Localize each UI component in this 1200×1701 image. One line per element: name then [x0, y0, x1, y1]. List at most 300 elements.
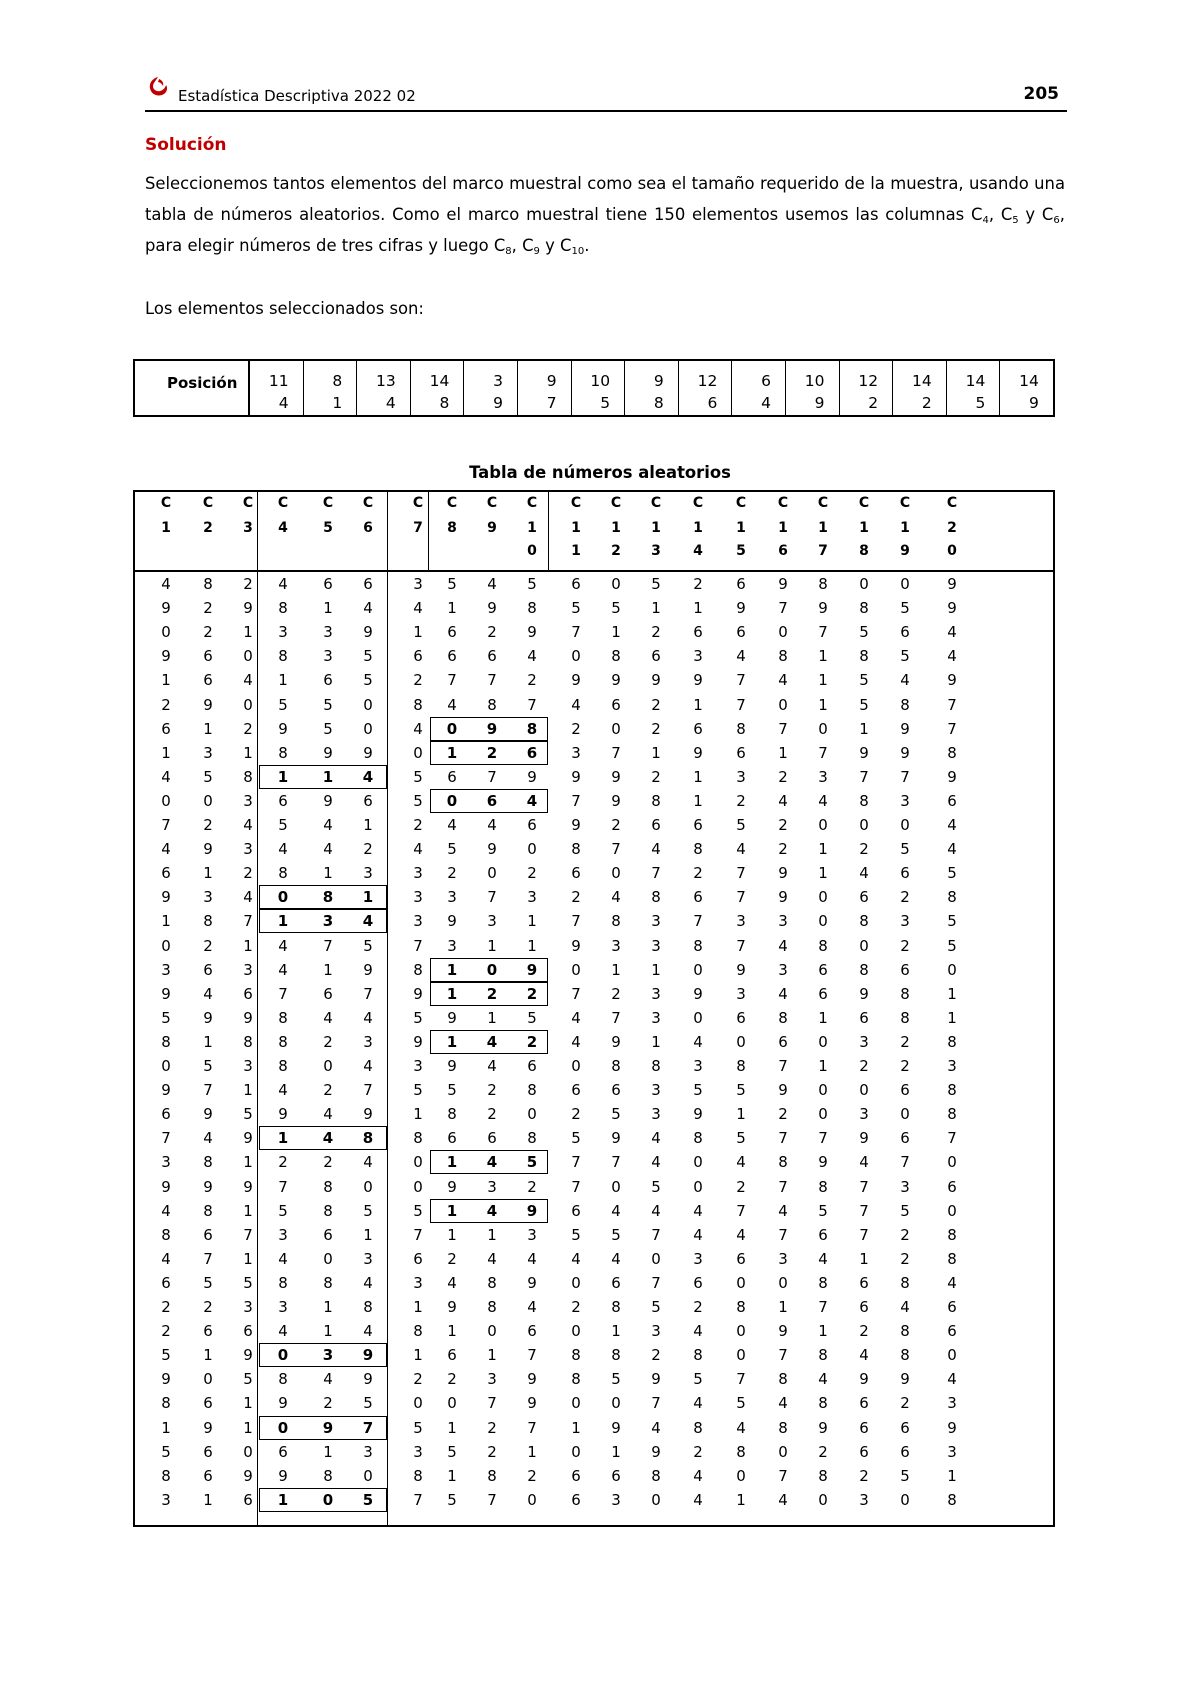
random-digit: 4 — [947, 816, 957, 834]
column-header-line: 1 — [571, 543, 581, 559]
random-digit: 4 — [278, 840, 288, 859]
column-header — [675, 492, 721, 570]
random-digit: 0 — [413, 1177, 423, 1196]
random-digit: 4 — [203, 1129, 213, 1148]
random-digit: 1 — [818, 647, 828, 666]
random-digit: 2 — [487, 1081, 497, 1100]
random-digit: 4 — [900, 671, 910, 690]
table-row — [135, 909, 1053, 933]
random-digit: 8 — [947, 1105, 957, 1124]
random-digit: 3 — [363, 1249, 373, 1268]
random-digit: 3 — [736, 984, 746, 1003]
random-digit: 7 — [651, 1394, 661, 1413]
random-digit: 5 — [413, 1418, 423, 1437]
random-digit: 5 — [278, 1201, 288, 1220]
random-digit: 9 — [527, 767, 537, 786]
position-value-line: 10 — [804, 372, 825, 390]
random-digit: 4 — [947, 840, 957, 859]
random-digit: 6 — [693, 816, 703, 834]
random-digit: 9 — [693, 984, 703, 1003]
random-digit: 0 — [363, 1466, 373, 1485]
random-digit: 0 — [363, 1177, 373, 1196]
column-header-line: 1 — [693, 520, 703, 536]
table-row — [135, 1006, 1053, 1030]
random-digit: 0 — [947, 1346, 957, 1365]
position-value-line: 11 — [268, 372, 289, 390]
random-digit: 6 — [736, 575, 746, 593]
random-digit: 6 — [203, 1394, 213, 1413]
random-digit: 8 — [859, 599, 869, 618]
random-digit: 8 — [947, 1490, 957, 1509]
random-digit: 9 — [611, 1418, 621, 1437]
random-digit: 0 — [277, 888, 289, 907]
random-digit: 0 — [818, 1081, 828, 1100]
random-digit: 6 — [859, 1273, 869, 1292]
random-digit: 0 — [203, 1370, 213, 1389]
column-header-line: C — [362, 495, 374, 511]
random-digit: 6 — [323, 984, 333, 1003]
random-digit: 6 — [859, 1298, 869, 1316]
random-digit: 3 — [363, 864, 373, 883]
random-digit: 4 — [161, 1201, 171, 1220]
random-digit: 4 — [818, 1370, 828, 1389]
position-header: Posición — [135, 361, 250, 415]
random-digit: 8 — [818, 1394, 828, 1413]
random-digit: 9 — [611, 1032, 621, 1051]
random-digit: 3 — [413, 575, 423, 593]
random-digit: 6 — [278, 1442, 288, 1461]
random-digit: 5 — [947, 912, 957, 931]
random-digit: 6 — [736, 743, 746, 762]
random-digit: 0 — [859, 936, 869, 955]
table-row — [135, 1126, 1053, 1150]
random-digit: 6 — [203, 960, 213, 979]
random-digit: 0 — [693, 960, 703, 979]
table-row — [135, 1054, 1053, 1078]
random-digit: 8 — [487, 1298, 497, 1316]
column-header-line: C — [202, 495, 214, 511]
random-digit: 3 — [161, 960, 171, 979]
random-digit: 8 — [818, 936, 828, 955]
random-digit: 6 — [487, 1129, 497, 1148]
random-digit: 1 — [323, 960, 333, 979]
random-digit: 4 — [447, 1273, 457, 1292]
random-digit: 9 — [203, 840, 213, 859]
random-digit: 3 — [323, 623, 333, 642]
position-value-line: 8 — [439, 394, 450, 412]
random-digit: 3 — [693, 1249, 703, 1268]
position-value-line: 8 — [332, 372, 343, 390]
position-table — [133, 359, 1055, 417]
random-digit: 6 — [900, 960, 910, 979]
random-digit: 4 — [486, 1153, 498, 1172]
random-digit: 9 — [487, 840, 497, 859]
random-digit: 1 — [323, 1298, 333, 1316]
random-digit: 1 — [203, 719, 213, 738]
random-table-caption: Tabla de números aleatorios — [469, 463, 731, 482]
random-digit: 7 — [778, 1346, 788, 1365]
random-digit: 5 — [413, 1201, 423, 1220]
table-row — [135, 1391, 1053, 1415]
position-cell — [357, 361, 411, 415]
random-digit: 3 — [447, 888, 457, 907]
random-digit: 4 — [363, 1153, 373, 1172]
random-digit: 4 — [363, 1322, 373, 1341]
random-digit: 4 — [278, 936, 288, 955]
random-digit: 4 — [161, 1249, 171, 1268]
random-digit: 5 — [571, 1129, 581, 1148]
random-digit: 4 — [947, 623, 957, 642]
random-digit: 3 — [736, 767, 746, 786]
random-digit: 9 — [818, 599, 828, 618]
random-digit: 3 — [203, 743, 213, 762]
random-digit: 1 — [447, 1225, 457, 1244]
random-digit: 2 — [527, 1466, 537, 1485]
random-digit: 6 — [487, 647, 497, 666]
random-digit: 9 — [651, 671, 661, 690]
table-row — [135, 1030, 1053, 1054]
random-digit: 7 — [278, 1177, 288, 1196]
random-digit: 8 — [736, 1057, 746, 1075]
position-value-line: 1 — [332, 394, 343, 412]
position-cell — [250, 361, 304, 415]
random-digit: 5 — [363, 671, 373, 690]
random-digit: 7 — [651, 864, 661, 883]
random-digit: 6 — [900, 1129, 910, 1148]
random-digit: 8 — [278, 599, 288, 618]
column-header-line: 1 — [161, 520, 171, 536]
table-row — [135, 813, 1053, 837]
random-digit: 6 — [859, 1418, 869, 1437]
random-digit: 4 — [736, 1225, 746, 1244]
random-digit: 9 — [571, 936, 581, 955]
random-digit: 6 — [818, 984, 828, 1003]
random-digit: 6 — [161, 1105, 171, 1124]
column-header-line: 8 — [447, 520, 457, 536]
random-digit: 4 — [693, 1466, 703, 1485]
random-digit: 5 — [161, 1008, 171, 1027]
random-digit: 9 — [571, 671, 581, 690]
random-digit: 3 — [651, 936, 661, 955]
random-digit: 6 — [203, 647, 213, 666]
random-digit: 3 — [363, 1032, 373, 1051]
random-digit: 8 — [413, 1129, 423, 1148]
random-digit: 0 — [859, 575, 869, 593]
column-header-line: C — [817, 495, 829, 511]
random-digit: 4 — [947, 1273, 957, 1292]
random-digit: 1 — [363, 1225, 373, 1244]
random-digit: 9 — [736, 960, 746, 979]
random-digit: 3 — [413, 912, 423, 931]
random-digit: 0 — [487, 1322, 497, 1341]
position-value-line: 6 — [761, 372, 771, 390]
random-digit: 0 — [571, 647, 581, 666]
random-digit: 2 — [413, 1370, 423, 1389]
random-digit: 2 — [413, 671, 423, 690]
random-digit: 8 — [778, 1008, 788, 1027]
random-digit: 2 — [651, 1346, 661, 1365]
random-digit: 7 — [818, 743, 828, 762]
random-digit: 6 — [203, 671, 213, 690]
table-row — [135, 789, 1053, 813]
random-digit: 0 — [736, 1322, 746, 1341]
random-digit: 9 — [362, 1346, 374, 1365]
random-digit: 7 — [527, 695, 537, 714]
random-digit: 4 — [243, 888, 253, 907]
random-digit: 9 — [323, 791, 333, 810]
random-digit: 9 — [278, 719, 288, 738]
random-digit: 2 — [778, 816, 788, 834]
random-digit: 8 — [278, 864, 288, 883]
random-digit: 5 — [413, 1008, 423, 1027]
table-row — [135, 861, 1053, 885]
random-digit: 8 — [571, 1346, 581, 1365]
random-digit: 2 — [323, 1394, 333, 1413]
table-row — [135, 1199, 1053, 1223]
random-digit: 4 — [363, 1008, 373, 1027]
random-digit: 4 — [486, 1032, 498, 1051]
random-digit: 2 — [693, 575, 703, 593]
column-header-line: C — [777, 495, 789, 511]
random-digit: 8 — [413, 1466, 423, 1485]
random-digit: 8 — [651, 888, 661, 907]
random-digit: 1 — [203, 864, 213, 883]
random-digit: 1 — [243, 623, 253, 642]
random-digit: 0 — [818, 816, 828, 834]
random-digit: 1 — [161, 743, 171, 762]
random-digit: 8 — [611, 647, 621, 666]
column-header-line: 3 — [243, 520, 253, 536]
random-digit: 6 — [900, 1081, 910, 1100]
table-row — [135, 1319, 1053, 1343]
random-digit: 1 — [413, 1105, 423, 1124]
random-digit: 4 — [778, 1490, 788, 1509]
random-digit: 5 — [736, 816, 746, 834]
random-digit: 5 — [900, 1201, 910, 1220]
random-digit: 0 — [818, 1032, 828, 1051]
random-digit: 2 — [651, 623, 661, 642]
random-digit: 6 — [693, 623, 703, 642]
random-digit: 1 — [693, 767, 703, 786]
random-digit: 3 — [571, 743, 581, 762]
random-digit: 3 — [363, 1442, 373, 1461]
random-digit: 9 — [900, 743, 910, 762]
column-header-line: C — [610, 495, 622, 511]
random-digit: 3 — [900, 791, 910, 810]
random-digit: 5 — [736, 1394, 746, 1413]
random-digit: 8 — [693, 1346, 703, 1365]
random-digit: 3 — [161, 1490, 171, 1509]
position-value-line: 12 — [697, 372, 718, 390]
random-digit: 1 — [693, 695, 703, 714]
random-digit: 2 — [611, 984, 621, 1003]
random-digit: 9 — [161, 647, 171, 666]
random-digit: 7 — [487, 671, 497, 690]
random-digit: 0 — [527, 1490, 537, 1509]
random-digit: 2 — [323, 1081, 333, 1100]
random-digit: 7 — [947, 1129, 957, 1148]
random-digit: 3 — [413, 1273, 423, 1292]
random-digit: 2 — [571, 888, 581, 907]
random-digit: 2 — [693, 1298, 703, 1316]
random-digit: 0 — [900, 816, 910, 834]
random-digit: 9 — [611, 1129, 621, 1148]
random-digit: 2 — [900, 936, 910, 955]
table-row — [135, 1175, 1053, 1199]
random-digit: 0 — [161, 936, 171, 955]
random-digit: 8 — [362, 1129, 374, 1148]
random-digit: 2 — [486, 743, 498, 762]
random-digit: 8 — [736, 1442, 746, 1461]
random-digit: 2 — [203, 623, 213, 642]
random-digit: 3 — [947, 1057, 957, 1075]
random-digit: 1 — [446, 743, 458, 762]
random-digit: 7 — [736, 1370, 746, 1389]
position-value-line: 14 — [911, 372, 932, 390]
random-digit: 2 — [571, 1298, 581, 1316]
random-digit: 9 — [363, 623, 373, 642]
random-digit: 3 — [322, 912, 334, 931]
random-digit: 7 — [947, 695, 957, 714]
random-digit: 5 — [818, 1201, 828, 1220]
random-digit: 4 — [527, 1298, 537, 1316]
column-header-line: 4 — [278, 520, 288, 536]
random-digit: 8 — [900, 695, 910, 714]
random-digit: 7 — [818, 1298, 828, 1316]
random-digit: 0 — [413, 1153, 423, 1172]
random-digit: 9 — [778, 864, 788, 883]
random-digit: 2 — [323, 1032, 333, 1051]
random-digit: 5 — [651, 1298, 661, 1316]
random-digit: 1 — [447, 599, 457, 618]
random-digit: 8 — [611, 1298, 621, 1316]
random-numbers-table — [133, 490, 1055, 1527]
random-digit: 1 — [818, 1057, 828, 1075]
random-digit: 6 — [571, 1490, 581, 1509]
random-digit: 8 — [947, 888, 957, 907]
random-digit: 7 — [487, 1490, 497, 1509]
random-digit: 3 — [651, 1322, 661, 1341]
random-digit: 9 — [203, 695, 213, 714]
random-digit: 9 — [243, 1008, 253, 1027]
random-digit: 3 — [778, 912, 788, 931]
random-digit: 5 — [447, 1442, 457, 1461]
random-digit: 4 — [693, 1490, 703, 1509]
random-digit: 3 — [323, 647, 333, 666]
column-header-line: 6 — [778, 543, 788, 559]
random-digit: 4 — [362, 767, 374, 786]
random-digit: 2 — [611, 816, 621, 834]
random-digit: 7 — [900, 1153, 910, 1172]
random-digit: 1 — [323, 1322, 333, 1341]
random-digit: 5 — [323, 719, 333, 738]
column-header-line: 1 — [818, 520, 828, 536]
random-digit: 0 — [611, 575, 621, 593]
random-digit: 4 — [363, 599, 373, 618]
column-header-line: C — [946, 495, 958, 511]
random-digit: 4 — [947, 647, 957, 666]
random-digit: 9 — [203, 1418, 213, 1437]
random-digit: 5 — [571, 599, 581, 618]
random-digit: 6 — [203, 1225, 213, 1244]
random-digit: 6 — [243, 1322, 253, 1341]
random-digit: 3 — [243, 791, 253, 810]
random-digit: 2 — [900, 1057, 910, 1075]
random-digit: 8 — [322, 888, 334, 907]
random-digit: 6 — [243, 984, 253, 1003]
random-digit: 1 — [447, 1322, 457, 1341]
position-cell — [572, 361, 626, 415]
random-digit: 7 — [161, 816, 171, 834]
random-digit: 7 — [778, 1466, 788, 1485]
random-digit: 2 — [161, 1322, 171, 1341]
random-digit: 7 — [527, 1346, 537, 1365]
random-digit: 0 — [243, 1442, 253, 1461]
random-digit: 9 — [859, 743, 869, 762]
random-digit: 1 — [243, 1081, 253, 1100]
random-digit: 1 — [859, 719, 869, 738]
random-digit: 4 — [778, 984, 788, 1003]
column-header-line: C — [899, 495, 911, 511]
position-value-line: 10 — [590, 372, 611, 390]
random-digit: 9 — [611, 767, 621, 786]
random-digit: 4 — [362, 912, 374, 931]
random-digit: 7 — [693, 912, 703, 931]
random-digit: 8 — [736, 1298, 746, 1316]
random-digit: 2 — [203, 936, 213, 955]
random-digit: 0 — [322, 1490, 334, 1509]
random-digit: 8 — [818, 575, 828, 593]
random-digit: 8 — [243, 1032, 253, 1051]
random-digit: 5 — [447, 1490, 457, 1509]
random-digit: 8 — [859, 791, 869, 810]
random-digit: 8 — [278, 647, 288, 666]
random-digit: 4 — [278, 1081, 288, 1100]
random-digit: 0 — [651, 1249, 661, 1268]
column-header-line: 4 — [693, 543, 703, 559]
random-digit: 3 — [651, 1081, 661, 1100]
random-digit: 4 — [243, 671, 253, 690]
random-digit: 5 — [736, 1129, 746, 1148]
random-digit: 6 — [947, 1177, 957, 1196]
random-digit: 3 — [611, 936, 621, 955]
random-digit: 9 — [161, 888, 171, 907]
random-digit: 9 — [322, 1418, 334, 1437]
random-digit: 1 — [243, 1394, 253, 1413]
selected-elements-label: Los elementos seleccionados son: — [145, 299, 424, 318]
random-digit: 6 — [363, 791, 373, 810]
random-digit: 4 — [571, 1032, 581, 1051]
random-digit: 1 — [527, 912, 537, 931]
table-row — [135, 1247, 1053, 1271]
random-table-header — [135, 492, 1053, 572]
random-digit: 1 — [778, 743, 788, 762]
position-value-line: 9 — [493, 394, 503, 412]
random-digit: 8 — [611, 912, 621, 931]
random-digit: 2 — [651, 695, 661, 714]
random-digit: 8 — [611, 1346, 621, 1365]
random-digit: 1 — [693, 791, 703, 810]
table-row — [135, 1416, 1053, 1440]
random-digit: 0 — [571, 960, 581, 979]
random-digit: 2 — [736, 791, 746, 810]
random-digit: 9 — [323, 743, 333, 762]
random-digit: 4 — [447, 695, 457, 714]
random-digit: 2 — [487, 1418, 497, 1437]
random-digit: 1 — [161, 912, 171, 931]
random-digit: 5 — [161, 1442, 171, 1461]
column-header-line: 1 — [651, 520, 661, 536]
